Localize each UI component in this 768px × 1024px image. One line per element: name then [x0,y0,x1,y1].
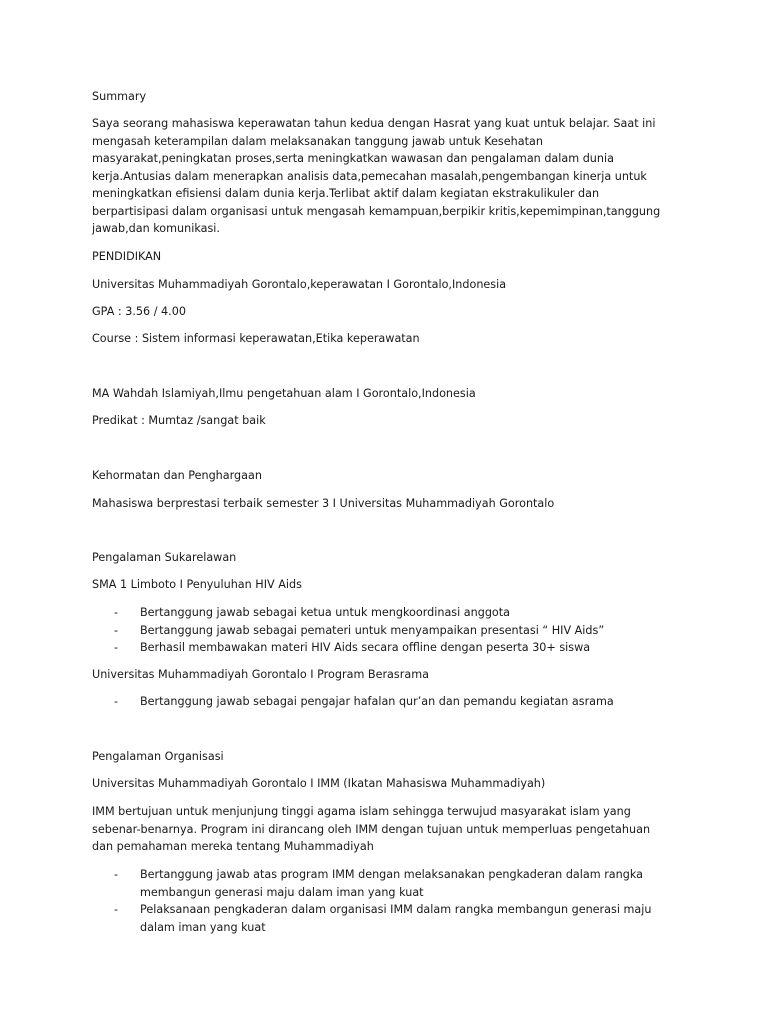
list-item: - Berhasil membawakan materi HIV Aids secara offline dengan peserta 30+ siswa [92,639,604,657]
list-item: - Bertanggung jawab sebagai ketua untuk mengkoordinasi anggota [92,604,604,622]
summary-line: jawab,dan komunikasi. [92,222,220,235]
education-gpa: GPA : 3.56 / 4.00 [92,305,186,318]
bullet-dash: - [114,641,119,654]
education-school: MA Wahdah Islamiyah,Ilmu pengetahuan alam I Gorontalo,Indonesia [92,387,476,400]
summary-line: Saya seorang mahasiswa keperawatan tahun kedua dengan Hasrat yang kuat untuk belajar. Saat ini [92,117,656,130]
organization-description [92,803,682,856]
summary-line: kerja.Antusias dalam menerapkan analisis data,pemecahan masalah,pengembangan kinerja untuk [92,169,647,183]
description-line: sebenar-benarnya. Program ini dirancang oleh IMM dengan tujuan untuk memperluas pengetahuan [92,822,651,836]
volunteer-heading: Pengalaman Sukarelawan [92,551,237,564]
education-university: Universitas Muhammadiyah Gorontalo,keperawatan I Gorontalo,Indonesia [92,278,507,291]
description-line: IMM bertujuan untuk menjunjung tinggi agama islam sehingga terwujud masyarakat islam yang [92,805,631,818]
list-item: - Bertanggung jawab sebagai pemateri untuk menyampaikan presentasi “ HIV Aids” [92,622,604,640]
bullet-dash: - [114,695,119,708]
honors-heading: Kehormatan dan Penghargaan [92,469,262,482]
summary-line: meningkatkan efisiensi dalam dunia kerja.Terlibat aktif dalam kegiatan ekstrakulikuler dan [92,187,600,200]
summary-line: masyarakat,peningkatan proses,serta meningkatkan wawasan dan pengalaman dalam dunia [92,152,614,165]
list-item: - Bertanggung jawab sebagai pengajar hafalan qur’an dan pemandu kegiatan asrama [92,693,614,711]
list-item: - Bertanggung jawab atas program IMM dengan melaksanakan pengkaderan dalam rangka membangun generasi maju dalam iman yang kuat [114,868,643,899]
organization-bullets [92,866,651,936]
list-item: - Pelaksanaan pengkaderan dalam organisasi IMM dalam rangka membangun generasi maju dalam iman yang kuat [114,903,652,934]
summary-line: mengasah keterampilan dalam melaksanakan tanggung jawab untuk Kesehatan [92,134,543,148]
honors-item: Mahasiswa berprestasi terbaik semester 3 I Universitas Muhammadiyah Gorontalo [92,497,555,510]
education-course: Course : Sistem informasi keperawatan,Etika keperawatan [92,332,420,345]
education-heading: PENDIDIKAN [92,250,162,263]
volunteer-org1: SMA 1 Limboto I Penyuluhan HIV Aids [92,578,302,591]
summary-line: berpartisipasi dalam organisasi untuk mengasah kemampuan,berpikir kritis,kepemimpinan,tanggung [92,204,661,218]
bullet-dash: - [114,606,119,619]
volunteer-org2: Universitas Muhammadiyah Gorontalo I Program Berasrama [92,668,429,681]
volunteer-org1-bullets [92,604,604,657]
bullet-dash: - [114,903,119,916]
volunteer-org2-bullets [92,693,614,711]
description-line: dan pemahaman mereka tentang Muhammadiyah [92,840,374,853]
summary-paragraph [92,115,682,238]
organization-name: Universitas Muhammadiyah Gorontalo I IMM (Ikatan Mahasiswa Muhammadiyah) [92,777,546,790]
summary-heading: Summary [92,90,147,103]
bullet-dash: - [114,868,119,881]
education-predicate: Predikat : Mumtaz /sangat baik [92,414,266,427]
organization-heading: Pengalaman Organisasi [92,750,224,763]
bullet-dash: - [114,623,119,637]
